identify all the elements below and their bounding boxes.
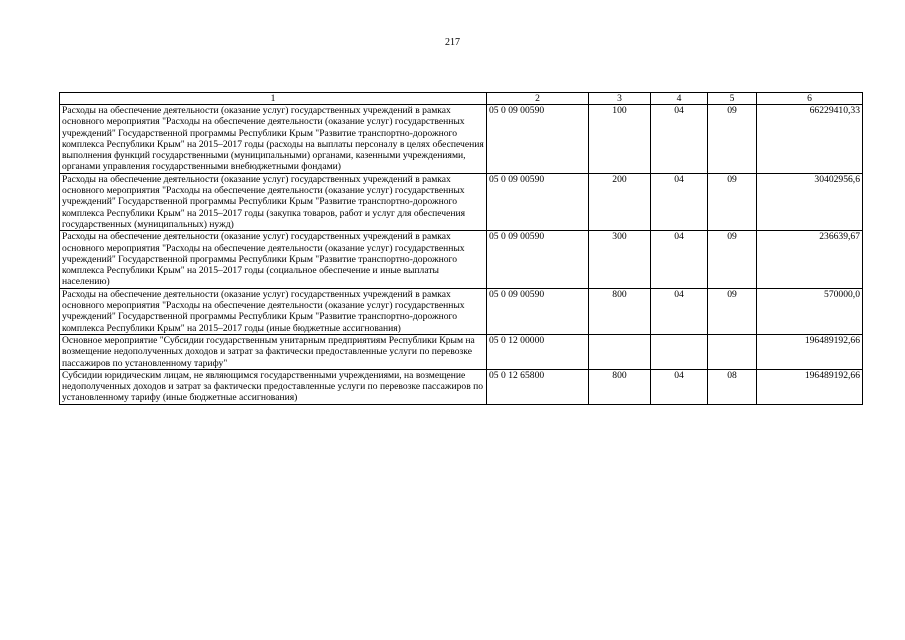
row-amount: 66229410,33 — [757, 105, 863, 174]
budget-table — [59, 92, 863, 405]
table-row — [60, 173, 863, 230]
table-row — [60, 288, 863, 334]
row-description: Субсидии юридическим лицам, не являющимся государственными учреждениями, на возмещение недополученных доходов и затрат за фактически предоставленные услуги по перевозке пассажиров по установленному тарифу (иные бюджетные ассигнования) — [60, 369, 487, 404]
row-subsection — [708, 334, 757, 369]
row-amount: 570000,0 — [757, 288, 863, 334]
row-section: 04 — [651, 231, 708, 288]
row-expense-type: 300 — [589, 231, 651, 288]
table-row — [60, 334, 863, 369]
row-description: Расходы на обеспечение деятельности (оказание услуг) государственных учреждений в рамках основного мероприятия "Расходы на обеспечение деятельности (оказание услуг) государственных учреждений" Государственной программы Республики Крым "Развитие транспортно-дорожного комплекса Республики Крым" на 2015–2017 годы (расходы на выплаты персоналу в целях обеспечения выполнения функций государственными (муниципальными) органами, казенными учреждениями, органами управления государственными внебюджетными фондами) — [60, 105, 487, 174]
row-subsection: 09 — [708, 105, 757, 174]
row-subsection: 09 — [708, 173, 757, 230]
header-col-1: 1 — [60, 93, 487, 105]
row-amount: 196489192,66 — [757, 334, 863, 369]
row-target-code: 05 0 09 00590 — [487, 173, 589, 230]
header-col-3: 3 — [589, 93, 651, 105]
header-col-6: 6 — [757, 93, 863, 105]
row-section: 04 — [651, 105, 708, 174]
row-description: Расходы на обеспечение деятельности (оказание услуг) государственных учреждений в рамках основного мероприятия "Расходы на обеспечение деятельности (оказание услуг) государственных учреждений" Государственной программы Республики Крым "Развитие транспортно-дорожного комплекса Республики Крым" на 2015–2017 годы (социальное обеспечение и иные выплаты населению) — [60, 231, 487, 288]
row-section: 04 — [651, 173, 708, 230]
table-row — [60, 105, 863, 174]
row-target-code: 05 0 09 00590 — [487, 105, 589, 174]
row-amount: 196489192,66 — [757, 369, 863, 404]
row-target-code: 05 0 12 00000 — [487, 334, 589, 369]
row-target-code: 05 0 09 00590 — [487, 288, 589, 334]
header-col-2: 2 — [487, 93, 589, 105]
row-description: Расходы на обеспечение деятельности (оказание услуг) государственных учреждений в рамках основного мероприятия "Расходы на обеспечение деятельности (оказание услуг) государственных учреждений" Государственной программы Республики Крым "Развитие транспортно-дорожного комплекса Республики Крым" на 2015–2017 годы (иные бюджетные ассигнования) — [60, 288, 487, 334]
row-expense-type — [589, 334, 651, 369]
row-expense-type: 200 — [589, 173, 651, 230]
row-description: Основное мероприятие "Субсидии государственным унитарным предприятиям Республики Крым на возмещение недополученных доходов и затрат за фактически предоставленные услуги по перевозке пассажиров по установленному тарифу" — [60, 334, 487, 369]
row-description: Расходы на обеспечение деятельности (оказание услуг) государственных учреждений в рамках основного мероприятия "Расходы на обеспечение деятельности (оказание услуг) государственных учреждений" Государственной программы Республики Крым "Развитие транспортно-дорожного комплекса Республики Крым" на 2015–2017 годы (закупка товаров, работ и услуг для обеспечения государственных (муниципальных) нужд) — [60, 173, 487, 230]
table-row — [60, 231, 863, 288]
row-expense-type: 800 — [589, 288, 651, 334]
row-section: 04 — [651, 369, 708, 404]
row-subsection: 09 — [708, 231, 757, 288]
row-amount: 30402956,6 — [757, 173, 863, 230]
row-expense-type: 100 — [589, 105, 651, 174]
row-amount: 236639,67 — [757, 231, 863, 288]
row-subsection: 08 — [708, 369, 757, 404]
row-expense-type: 800 — [589, 369, 651, 404]
header-col-5: 5 — [708, 93, 757, 105]
row-section: 04 — [651, 288, 708, 334]
row-section — [651, 334, 708, 369]
row-target-code: 05 0 12 65800 — [487, 369, 589, 404]
table-row — [60, 369, 863, 404]
row-subsection: 09 — [708, 288, 757, 334]
page-number: 217 — [445, 37, 460, 48]
row-target-code: 05 0 09 00590 — [487, 231, 589, 288]
header-row — [60, 93, 863, 105]
header-col-4: 4 — [651, 93, 708, 105]
